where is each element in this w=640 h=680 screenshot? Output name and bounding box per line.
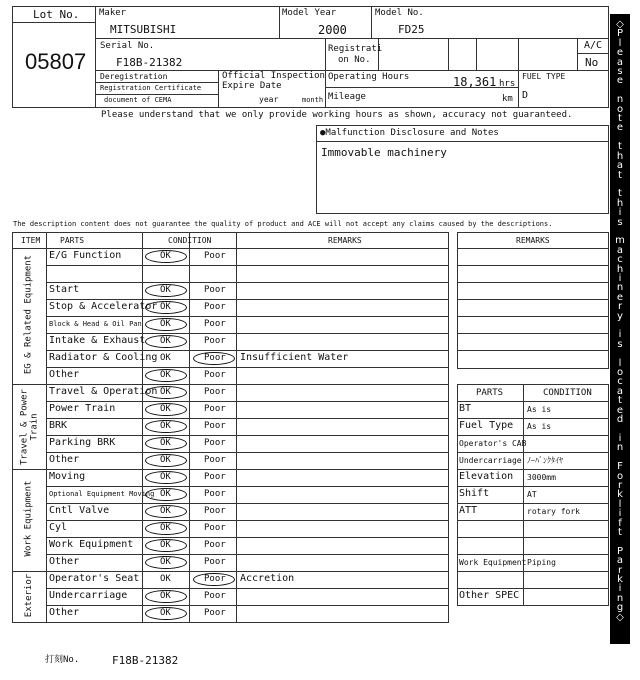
- poor-option[interactable]: Poor: [204, 404, 226, 414]
- ok-selected-circle: [145, 522, 187, 535]
- spec-header-parts: PARTS: [476, 388, 504, 398]
- ok-option[interactable]: OK: [160, 557, 171, 567]
- sidebar-char: t: [618, 395, 622, 407]
- poor-selected-circle: [193, 352, 235, 365]
- fuel-type-label: FUEL TYPE: [522, 72, 566, 81]
- spec-part: Other SPEC: [459, 590, 520, 601]
- spec-part: Shift: [459, 488, 490, 499]
- mileage-label: Mileage: [328, 92, 366, 102]
- ok-option[interactable]: OK: [160, 591, 171, 601]
- fuel-type-value: D: [522, 90, 529, 101]
- ok-option[interactable]: OK: [160, 421, 171, 431]
- ok-selected-circle: [145, 250, 187, 263]
- ok-selected-circle: [145, 556, 187, 569]
- sidebar-char: t: [618, 526, 622, 538]
- header-item: ITEM: [21, 236, 41, 245]
- spec-condition: rotary fork: [527, 507, 580, 516]
- sidebar-char: c: [617, 376, 623, 388]
- ok-option[interactable]: OK: [160, 319, 171, 329]
- sidebar-char: r: [617, 479, 623, 491]
- ok-option[interactable]: OK: [160, 574, 171, 584]
- spec-part: BT: [459, 403, 472, 414]
- header-parts: PARTS: [60, 236, 85, 245]
- spec-condition: ﾉｰﾊﾞﾝｸﾀｲﾔ: [527, 456, 563, 465]
- part-name: Work Equipment: [49, 539, 134, 550]
- lot-label: Lot No.: [33, 8, 80, 21]
- sidebar-char: s: [617, 338, 623, 350]
- ok-selected-circle: [145, 454, 187, 467]
- ok-option[interactable]: OK: [160, 336, 171, 346]
- part-name: Block & Head & Oil Pan: [49, 320, 142, 328]
- model-no-label: Model No.: [375, 8, 424, 18]
- ok-selected-circle: [145, 471, 187, 484]
- sidebar-char: a: [616, 160, 624, 172]
- model-year-label: Model Year: [282, 8, 337, 18]
- sidebar-char: i: [618, 272, 622, 284]
- part-name: Radiator & Cooling: [49, 352, 158, 363]
- location-sidebar: [610, 14, 630, 644]
- ok-option[interactable]: OK: [160, 251, 171, 261]
- ok-option[interactable]: OK: [160, 438, 171, 448]
- header-frame: [12, 6, 609, 108]
- ok-selected-circle: [145, 420, 187, 433]
- poor-option[interactable]: Poor: [204, 455, 226, 465]
- poor-option[interactable]: Poor: [204, 302, 226, 312]
- sidebar-char: ◇: [616, 19, 624, 30]
- right-remarks-box: [457, 232, 609, 369]
- ok-option[interactable]: OK: [160, 387, 171, 397]
- sidebar-char: a: [616, 385, 624, 397]
- poor-option[interactable]: Poor: [204, 574, 226, 584]
- part-name: BRK: [49, 420, 68, 431]
- poor-option[interactable]: Poor: [204, 472, 226, 482]
- poor-option[interactable]: Poor: [204, 591, 226, 601]
- sidebar-char: t: [618, 113, 622, 125]
- lot-number: 05807: [25, 49, 87, 74]
- spec-header-condition: CONDITION: [543, 388, 592, 398]
- sidebar-char: e: [616, 122, 624, 134]
- sidebar-char: n: [616, 592, 624, 604]
- part-name: Other: [49, 607, 80, 618]
- sidebar-char: i: [618, 207, 622, 219]
- group-label: Exterior: [23, 573, 34, 617]
- ok-option[interactable]: OK: [160, 455, 171, 465]
- ok-option[interactable]: OK: [160, 540, 171, 550]
- sidebar-char: h: [616, 150, 624, 162]
- malfunction-box: [316, 125, 609, 214]
- sidebar-char: o: [616, 470, 624, 482]
- sidebar-char: g: [616, 602, 624, 614]
- part-name: Power Train: [49, 403, 116, 414]
- footer-label: 打刻No.: [45, 655, 80, 665]
- sidebar-char: h: [616, 197, 624, 209]
- poor-option[interactable]: Poor: [204, 506, 226, 516]
- sidebar-char: m: [615, 235, 625, 247]
- poor-option[interactable]: Poor: [204, 336, 226, 346]
- part-name: Intake & Exhaust: [49, 335, 146, 346]
- sidebar-char: F: [617, 461, 623, 473]
- spec-condition: 3000mm: [527, 473, 556, 482]
- inspection-label-1: Official Inspection: [222, 71, 325, 81]
- spec-part: Work Equipment: [459, 558, 527, 567]
- sidebar-char: k: [617, 489, 623, 501]
- footer-value: F18B-21382: [112, 654, 179, 667]
- poor-option[interactable]: Poor: [204, 523, 226, 533]
- km-unit: km: [502, 94, 513, 104]
- sidebar-char: t: [618, 188, 622, 200]
- sidebar-char: f: [618, 517, 622, 529]
- ok-selected-circle: [145, 386, 187, 399]
- row-remark: Accretion: [240, 573, 295, 584]
- group-label: Travel & Power Train: [19, 388, 39, 465]
- malfunction-title: ●Malfunction Disclosure and Notes: [320, 128, 499, 138]
- sidebar-char: n: [616, 282, 624, 294]
- spec-condition: AT: [527, 490, 537, 499]
- spec-part: Undercarriage: [459, 456, 522, 465]
- ok-selected-circle: [145, 505, 187, 518]
- sidebar-char: c: [617, 254, 623, 266]
- hours-notice: Please understand that we only provide working hours as shown, accuracy not guaranteed.: [101, 110, 573, 120]
- ok-selected-circle: [145, 403, 187, 416]
- ok-option[interactable]: OK: [160, 523, 171, 533]
- poor-option[interactable]: Poor: [204, 608, 226, 618]
- ok-selected-circle: [145, 590, 187, 603]
- sidebar-char: e: [616, 404, 624, 416]
- ok-selected-circle: [145, 539, 187, 552]
- operating-hours-label: Operating Hours: [328, 72, 410, 82]
- registration-certificate-label: Registration Certificate: [100, 84, 202, 92]
- sidebar-char: P: [616, 28, 624, 40]
- sidebar-char: P: [616, 545, 624, 557]
- model-no-value: FD25: [398, 23, 425, 36]
- ok-option[interactable]: OK: [160, 353, 171, 363]
- poor-option[interactable]: Poor: [204, 438, 226, 448]
- sidebar-char: e: [616, 47, 624, 59]
- sidebar-char: l: [618, 498, 622, 510]
- ok-selected-circle: [145, 301, 187, 314]
- sidebar-char: e: [616, 75, 624, 87]
- serial-label: Serial No.: [100, 41, 155, 51]
- inspection-label-2: Expire Date: [222, 81, 282, 91]
- sidebar-char: i: [618, 432, 622, 444]
- sidebar-char: o: [616, 367, 624, 379]
- operating-hours-value: 18,361: [453, 75, 497, 89]
- ok-option[interactable]: OK: [160, 404, 171, 414]
- sidebar-char: a: [616, 244, 624, 256]
- part-name: Other: [49, 454, 80, 465]
- poor-option[interactable]: Poor: [204, 319, 226, 329]
- sidebar-char: s: [617, 66, 623, 78]
- part-name: Undercarriage: [49, 590, 128, 601]
- sidebar-char: n: [616, 442, 624, 454]
- ok-selected-circle: [145, 607, 187, 620]
- sidebar-char: r: [617, 301, 623, 313]
- sidebar-char: t: [618, 169, 622, 181]
- spec-part: Operator's CAB: [459, 439, 527, 448]
- sidebar-char: a: [616, 56, 624, 68]
- part-name: Moving: [49, 471, 86, 482]
- ok-selected-circle: [145, 335, 187, 348]
- poor-option[interactable]: Poor: [204, 489, 226, 499]
- ok-option[interactable]: OK: [160, 285, 171, 295]
- part-name: Other: [49, 556, 80, 567]
- sidebar-char: k: [617, 573, 623, 585]
- part-name: Operator's Seat: [49, 573, 140, 584]
- ok-option[interactable]: OK: [160, 506, 171, 516]
- poor-selected-circle: [193, 573, 235, 586]
- year-label: year: [259, 95, 279, 104]
- sidebar-char: l: [618, 37, 622, 49]
- ok-selected-circle: [145, 284, 187, 297]
- ok-selected-circle: [145, 437, 187, 450]
- hrs-unit: hrs: [499, 79, 516, 89]
- registration-label-2: on No.: [338, 55, 371, 65]
- sidebar-char: r: [617, 564, 623, 576]
- ok-option[interactable]: OK: [160, 608, 171, 618]
- sidebar-char: i: [618, 583, 622, 595]
- poor-option[interactable]: Poor: [204, 285, 226, 295]
- spec-part: Elevation: [459, 471, 514, 482]
- ok-selected-circle: [145, 318, 187, 331]
- sidebar-char: d: [616, 414, 624, 426]
- sidebar-char: e: [616, 291, 624, 303]
- spec-part: Fuel Type: [459, 420, 514, 431]
- header-condition: CONDITION: [168, 236, 212, 245]
- part-name: Cyl: [49, 522, 68, 533]
- group-label: Work Equipment: [23, 480, 34, 557]
- part-name: Parking BRK: [49, 437, 116, 448]
- malfunction-text: Immovable machinery: [321, 146, 447, 159]
- part-name: Cntl Valve: [49, 505, 110, 516]
- part-name: E/G Function: [49, 250, 122, 261]
- cema-label: document of CEMA: [104, 96, 172, 104]
- month-label: month: [302, 96, 324, 104]
- poor-option[interactable]: Poor: [204, 421, 226, 431]
- part-name: Travel & Operation: [49, 386, 158, 397]
- ok-selected-circle: [145, 369, 187, 382]
- part-name: Other: [49, 369, 80, 380]
- sidebar-char: s: [617, 216, 623, 228]
- maker-value: MITSUBISHI: [110, 23, 177, 36]
- model-year-value: 2000: [318, 23, 347, 37]
- ok-option[interactable]: OK: [160, 489, 171, 499]
- sidebar-char: a: [616, 555, 624, 567]
- part-name: Optional Equipment Moving: [49, 490, 155, 498]
- sidebar-char: h: [616, 263, 624, 275]
- ac-label: A/C: [584, 40, 603, 51]
- group-label: EG & Related Equipment: [23, 254, 34, 375]
- spec-condition: As is: [527, 405, 552, 414]
- spec-part: ATT: [459, 505, 478, 516]
- deregistration-label: Deregistration: [100, 72, 168, 81]
- ok-option[interactable]: OK: [160, 370, 171, 380]
- sidebar-char: l: [618, 357, 622, 369]
- part-name: Start: [49, 284, 80, 295]
- sidebar-char: ◇: [616, 611, 624, 623]
- spec-condition: As is: [527, 422, 552, 431]
- spec-condition: Piping: [527, 558, 556, 567]
- poor-option[interactable]: Poor: [204, 353, 226, 363]
- serial-value: F18B-21382: [116, 56, 183, 69]
- ok-option[interactable]: OK: [160, 472, 171, 482]
- sidebar-char: o: [616, 103, 624, 115]
- sidebar-char: t: [618, 141, 622, 153]
- registration-label-1: Registrati: [328, 44, 383, 54]
- poor-option[interactable]: Poor: [204, 370, 226, 380]
- ok-selected-circle: [145, 488, 187, 501]
- sidebar-char: n: [616, 94, 624, 106]
- poor-option[interactable]: Poor: [204, 557, 226, 567]
- part-name: Stop & Accelerator: [49, 301, 158, 312]
- poor-option[interactable]: Poor: [204, 251, 226, 261]
- ok-option[interactable]: OK: [160, 302, 171, 312]
- row-remark: Insufficient Water: [240, 352, 349, 363]
- sidebar-char: i: [618, 329, 622, 341]
- sidebar-char: y: [617, 310, 623, 322]
- poor-option[interactable]: Poor: [204, 540, 226, 550]
- header-remarks: REMARKS: [328, 236, 362, 245]
- right-remarks-header: REMARKS: [516, 236, 550, 245]
- poor-option[interactable]: Poor: [204, 387, 226, 397]
- disclaimer: The description content does not guarantee the quality of product and ACE will not accept any claims caused by the descriptions.: [13, 220, 553, 228]
- maker-label: Maker: [99, 8, 127, 18]
- ac-value: No: [585, 56, 599, 69]
- sidebar-char: i: [618, 508, 622, 520]
